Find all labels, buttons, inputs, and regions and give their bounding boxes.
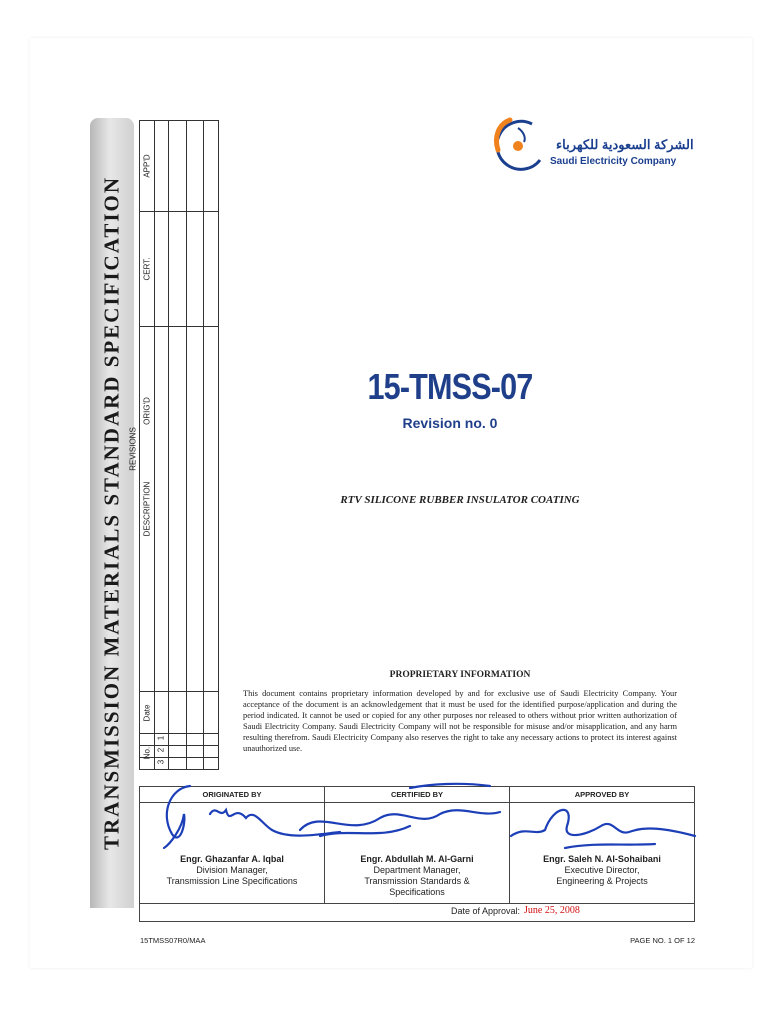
originator-title: Division Manager, — [196, 865, 268, 875]
document-title: RTV SILICONE RUBBER INSULATOR COATING — [340, 494, 580, 506]
document-number: 15-TMSS-07 — [367, 366, 533, 407]
originator-info — [140, 854, 324, 887]
proprietary-text: This document contains proprietary information developed by and for exclusive use of Saudi Electricity Company. Your acceptance of the document is an acknowledgement that it must be used for the identified purpose/application and during the period indicated. It cannot be used or copied for any other purposes nor released to others without prior written authorization of Saudi Electricity Company. Saudi Electricity Company will not be responsible for misuse and/or misapplication, and any harm resulting therefrom. Saudi Electricity Company also reserves the right to take any necessary actions to protect its interest against unauthorized use. — [243, 689, 677, 754]
document-code: 15TMSS07R0/MAA — [140, 936, 206, 945]
approval-row-divider — [140, 903, 694, 904]
rev-header-date: Date — [142, 704, 152, 722]
rev-header-description: DESCRIPTION — [142, 481, 152, 537]
rev-header-appd: APP'D — [142, 154, 152, 178]
originator-unit: Transmission Line Specifications — [166, 876, 298, 886]
revision-number: Revision no. 0 — [402, 415, 498, 431]
rev-row-divider — [140, 757, 218, 758]
company-name-arabic: الشركة السعودية للكهرباء — [556, 137, 694, 152]
page-number: PAGE NO. 1 OF 12 — [630, 936, 695, 945]
originated-column — [140, 787, 325, 903]
certifier-unit: Transmission Standards & — [364, 876, 470, 886]
approval-table — [139, 786, 695, 922]
rev-number: 1 — [156, 735, 166, 741]
rev-col-divider — [168, 121, 169, 769]
rev-row-divider — [140, 733, 218, 734]
certifier-name: Engr. Abdullah M. Al-Garni — [360, 854, 474, 864]
revisions-table — [128, 120, 219, 770]
rev-row-divider — [140, 211, 218, 212]
certifier-title: Department Manager, — [373, 865, 461, 875]
certified-column — [325, 787, 510, 903]
rev-header-origd: ORIG'D — [142, 397, 152, 425]
company-name-english: Saudi Electricity Company — [550, 156, 677, 167]
approver-title: Executive Director, — [564, 865, 640, 875]
approved-header: APPROVED BY — [574, 790, 630, 799]
rev-col-divider — [186, 121, 187, 769]
rev-row-divider — [140, 745, 218, 746]
rev-col-divider — [203, 121, 204, 769]
approval-date-value: June 25, 2008 — [524, 905, 652, 916]
approver-info — [510, 854, 694, 887]
certifier-info — [325, 854, 509, 898]
rev-number: 3 — [156, 759, 166, 765]
certifier-unit-cont: Specifications — [389, 887, 445, 897]
rev-header-no: No. — [142, 746, 152, 760]
approval-date-label: Date of Approval: — [450, 906, 520, 916]
rev-number: 2 — [156, 747, 166, 753]
certified-header: CERTIFIED BY — [390, 790, 444, 799]
originated-header: ORIGINATED BY — [202, 790, 262, 799]
rev-row-divider — [140, 691, 218, 692]
rev-row-divider — [140, 326, 218, 327]
rev-title: REVISIONS — [128, 427, 138, 471]
originator-name: Engr. Ghazanfar A. Iqbal — [180, 854, 284, 864]
sec-logo-icon — [488, 116, 548, 176]
approver-unit: Engineering & Projects — [556, 876, 648, 886]
proprietary-heading: PROPRIETARY INFORMATION — [389, 670, 531, 680]
rev-col-divider — [154, 121, 155, 769]
approved-column — [510, 787, 694, 903]
banner-text: TRANSMISSION MATERIALS STANDARD SPECIFICATION — [99, 175, 124, 851]
approver-name: Engr. Saleh N. Al-Sohaibani — [543, 854, 661, 864]
rev-header-cert: CERT. — [142, 257, 152, 281]
